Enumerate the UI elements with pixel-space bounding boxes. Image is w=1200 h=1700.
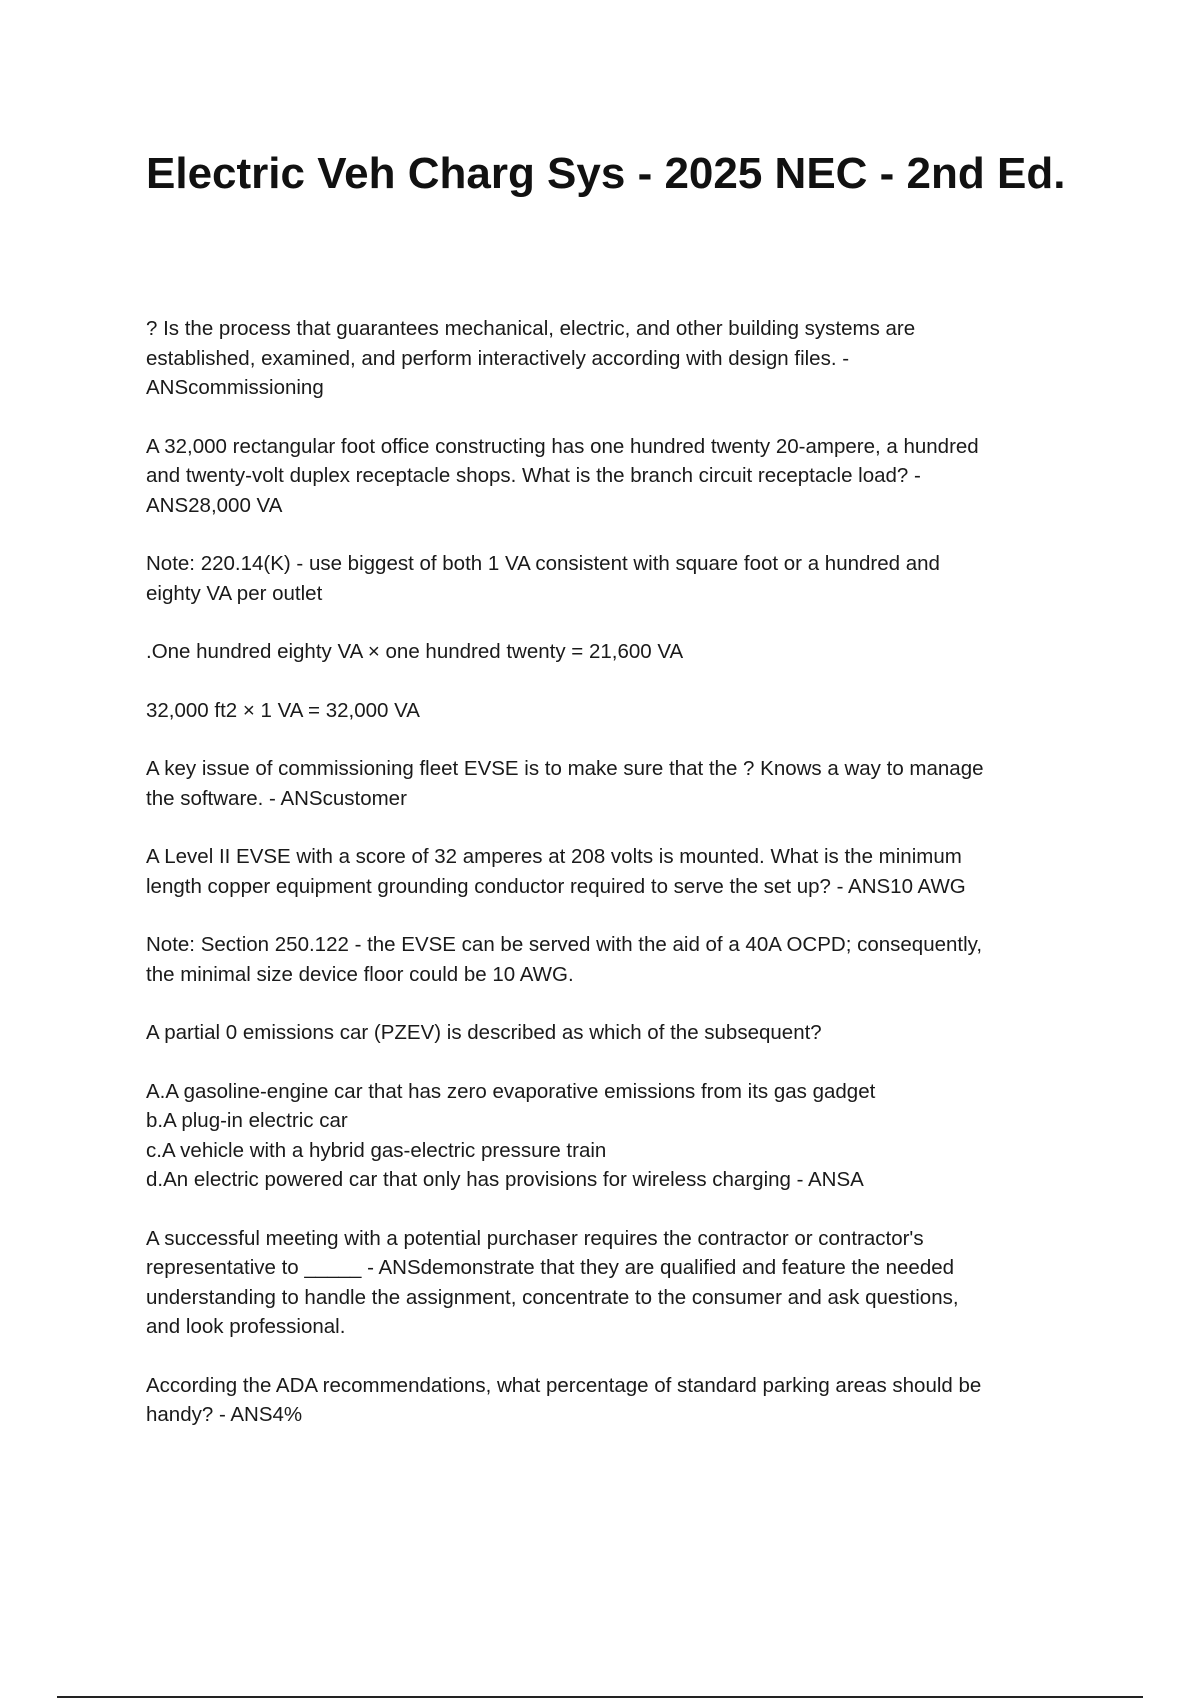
paragraph-note-250: [146, 930, 1066, 989]
text-line: A 32,000 rectangular foot office constructing has one hundred twenty 20-ampere, a hundred: [146, 434, 979, 458]
paragraph-commissioning: [146, 314, 1066, 403]
paragraph-calc-outlets: [146, 637, 1066, 667]
paragraph-calc-area: [146, 696, 1066, 726]
paragraph-ada-parking: [146, 1371, 1066, 1430]
text-line: understanding to handle the assignment, concentrate to the consumer and ask questions,: [146, 1285, 959, 1309]
text-line: eighty VA per outlet: [146, 581, 323, 605]
option-c: c.A vehicle with a hybrid gas-electric pressure train: [146, 1138, 607, 1162]
option-d: d.An electric powered car that only has provisions for wireless charging - ANSA: [146, 1168, 864, 1191]
text-line: .One hundred eighty VA × one hundred twenty = 21,600 VA: [146, 640, 684, 663]
document-title: Electric Veh Charg Sys - 2025 NEC - 2nd Ed.: [146, 149, 1066, 198]
text-line: the software. - ANScustomer: [146, 786, 407, 810]
text-line: the minimal size device floor could be 10 AWG.: [146, 962, 574, 986]
text-line: and twenty-volt duplex receptacle shops. What is the branch circuit receptacle load? -: [146, 464, 921, 487]
paragraph-note-220: [146, 549, 1066, 608]
text-line: A successful meeting with a potential purchaser requires the contractor or contractor's: [146, 1226, 924, 1250]
paragraph-pzev-options: [146, 1077, 1066, 1195]
text-line: According the ADA recommendations, what percentage of standard parking areas should be: [146, 1373, 982, 1397]
paragraph-fleet-evse: [146, 754, 1066, 813]
paragraph-pzev-question: [146, 1018, 1066, 1048]
text-line: ? Is the process that guarantees mechanical, electric, and other building systems are: [146, 317, 916, 340]
text-line: A partial 0 emissions car (PZEV) is described as which of the subsequent?: [146, 1021, 822, 1044]
text-line: and look professional.: [146, 1315, 346, 1338]
option-b: b.A plug-in electric car: [146, 1109, 348, 1132]
text-line: A key issue of commissioning fleet EVSE is to make sure that the ? Knows a way to manage: [146, 757, 984, 780]
paragraph-meeting-purchaser: [146, 1224, 1066, 1342]
paragraph-receptacle-load: [146, 432, 1066, 521]
text-line: Note: 220.14(K) - use biggest of both 1 VA consistent with square foot or a hundred and: [146, 552, 940, 575]
text-line: length copper equipment grounding conductor required to serve the set up? - ANS10 AWG: [146, 874, 966, 898]
text-line: handy? - ANS4%: [146, 1403, 303, 1426]
text-line: representative to _____ - ANSdemonstrate that they are qualified and feature the needed: [146, 1256, 955, 1279]
document-body: [146, 314, 1066, 1430]
text-line: ANScommissioning: [146, 376, 324, 399]
text-line: established, examined, and perform interactively according with design files. -: [146, 346, 850, 370]
text-line: A Level II EVSE with a score of 32 amperes at 208 volts is mounted. What is the minimum: [146, 845, 962, 868]
text-line: 32,000 ft2 × 1 VA = 32,000 VA: [146, 698, 420, 722]
document-page: [146, 140, 1066, 1459]
text-line: ANS28,000 VA: [146, 493, 283, 517]
footer-divider: [57, 1696, 1143, 1698]
text-line: Note: Section 250.122 - the EVSE can be served with the aid of a 40A OCPD; consequently,: [146, 933, 983, 956]
option-a: A.A gasoline-engine car that has zero evaporative emissions from its gas gadget: [146, 1079, 876, 1103]
paragraph-level-ii-evse: [146, 842, 1066, 901]
